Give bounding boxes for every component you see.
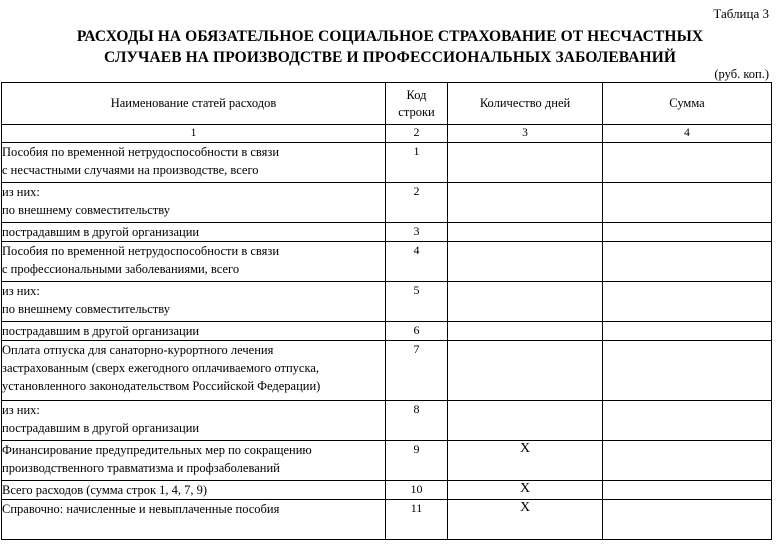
column-number-3: 3 [448,125,603,143]
row-code-cell: 3 [386,223,448,242]
row-name-cell [2,143,386,183]
row-name-line-2: с профессиональными заболеваниями, всего [2,262,240,276]
table-number-label: Таблица 3 [713,6,769,21]
row-code-cell: 11 [386,500,448,540]
row-days-cell[interactable] [448,401,603,441]
table-row [2,481,772,500]
row-sum-cell[interactable] [603,242,772,282]
row-name-line-2: по внешнему совместительству [2,203,170,217]
row-sum-cell[interactable] [603,223,772,242]
row-name-line-3: установленного законодательством Российской Федерации) [2,379,321,393]
document-title [50,26,730,68]
table-row [2,282,772,322]
row-name-line-1: из них: [2,185,40,199]
column-header-name: Наименование статей расходов [2,83,386,125]
row-sum-cell[interactable] [603,183,772,223]
row-code-cell: 8 [386,401,448,441]
row-name-line-1: Пособия по временной нетрудоспособности в связи [2,145,280,159]
row-name-line-1: Финансирование предупредительных мер по сокращению [2,443,312,457]
table-body [2,143,772,540]
row-sum-cell[interactable] [603,143,772,183]
table-row [2,143,772,183]
row-code-cell: 2 [386,183,448,223]
table-row [2,322,772,341]
row-days-cell[interactable] [448,322,603,341]
column-number-4: 4 [603,125,772,143]
row-name-cell [2,183,386,223]
table-row [2,341,772,401]
row-name-cell [2,341,386,401]
row-name-cell [2,282,386,322]
row-code-cell: 6 [386,322,448,341]
expenses-table [1,82,772,540]
row-sum-cell[interactable] [603,341,772,401]
units-label: (руб. коп.) [714,67,769,81]
table-row [2,500,772,540]
header-row [2,83,772,125]
row-name-line-1: пострадавшим в другой организации [2,324,200,338]
row-name-line-2: по внешнему совместительству [2,302,170,316]
row-sum-cell[interactable] [603,401,772,441]
table-row [2,401,772,441]
row-sum-cell[interactable] [603,282,772,322]
row-days-cell[interactable] [448,341,603,401]
table-row [2,223,772,242]
row-name-line-1: Оплата отпуска для санаторно-курортного лечения [2,343,274,357]
row-code-cell: 4 [386,242,448,282]
row-days-cell[interactable]: X [448,441,603,481]
table-row [2,242,772,282]
row-name-line-2: застрахованным (сверх ежегодного оплачиваемого отпуска, [2,361,320,375]
row-days-cell[interactable] [448,223,603,242]
row-sum-cell[interactable] [603,441,772,481]
column-header-sum: Сумма [603,83,772,125]
row-code-cell: 5 [386,282,448,322]
row-days-cell[interactable]: X [448,481,603,500]
row-name-line-1: пострадавшим в другой организации [2,225,200,239]
column-header-days: Количество дней [448,83,603,125]
column-header-code-line1: Код [406,87,427,102]
row-sum-cell[interactable] [603,481,772,500]
column-number-1: 1 [2,125,386,143]
column-number-2: 2 [386,125,448,143]
row-code-cell: 9 [386,441,448,481]
row-days-cell[interactable]: X [448,500,603,540]
row-sum-cell[interactable] [603,500,772,540]
row-name-line-1: из них: [2,284,40,298]
row-code-cell: 1 [386,143,448,183]
row-name-line-1: Всего расходов (сумма строк 1, 4, 7, 9) [2,483,208,497]
row-days-cell[interactable] [448,242,603,282]
column-header-code-line2: строки [398,104,435,119]
row-name-cell [2,500,386,540]
row-name-cell [2,223,386,242]
row-name-line-2: с несчастными случаями на производстве, всего [2,163,259,177]
row-name-cell [2,401,386,441]
title-line-2: СЛУЧАЕВ НА ПРОИЗВОДСТВЕ И ПРОФЕССИОНАЛЬНЫХ ЗАБОЛЕВАНИЙ [103,49,677,66]
row-days-cell[interactable] [448,183,603,223]
row-name-line-2: пострадавшим в другой организации [2,421,200,435]
column-header-code [386,83,448,125]
row-name-line-1: Справочно: начисленные и невыплаченные пособия [2,502,280,516]
row-days-cell[interactable] [448,143,603,183]
row-name-cell [2,242,386,282]
title-line-1: РАСХОДЫ НА ОБЯЗАТЕЛЬНОЕ СОЦИАЛЬНОЕ СТРАХОВАНИЕ ОТ НЕСЧАСТНЫХ [76,28,704,45]
row-name-line-1: из них: [2,403,40,417]
row-sum-cell[interactable] [603,322,772,341]
column-number-row [2,125,772,143]
row-name-line-1: Пособия по временной нетрудоспособности в связи [2,244,280,258]
row-name-cell [2,322,386,341]
row-name-line-2: производственного травматизма и профзаболеваний [2,461,280,475]
row-days-cell[interactable] [448,282,603,322]
row-code-cell: 10 [386,481,448,500]
row-name-cell [2,481,386,500]
row-code-cell: 7 [386,341,448,401]
row-name-cell [2,441,386,481]
table-row [2,183,772,223]
table-row [2,441,772,481]
